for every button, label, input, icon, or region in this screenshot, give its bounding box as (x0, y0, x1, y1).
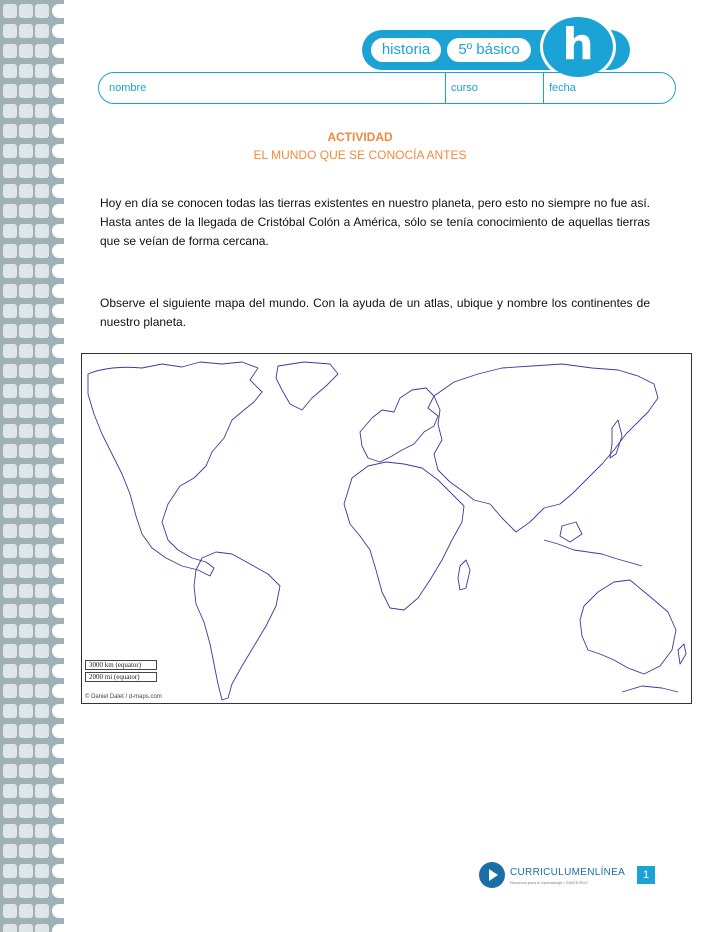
strip-tile (3, 444, 17, 458)
strip-tile (19, 844, 33, 858)
strip-tile (3, 44, 17, 58)
strip-tile (35, 524, 49, 538)
strip-tile (19, 564, 33, 578)
strip-tile (3, 344, 17, 358)
strip-tile (19, 724, 33, 738)
strip-tile (19, 364, 33, 378)
strip-tile (19, 44, 33, 58)
strip-tile (35, 284, 49, 298)
strip-tile (3, 704, 17, 718)
strip-notch (52, 164, 64, 178)
strip-notch (52, 464, 64, 478)
strip-tile (19, 24, 33, 38)
madagascar-outline (458, 560, 470, 590)
strip-tile (19, 544, 33, 558)
strip-tile (3, 884, 17, 898)
strip-tile (35, 184, 49, 198)
strip-tile (35, 64, 49, 78)
strip-notch (52, 24, 64, 38)
strip-tile (3, 824, 17, 838)
strip-tile (35, 424, 49, 438)
strip-notch (52, 784, 64, 798)
activity-title: EL MUNDO QUE SE CONOCÍA ANTES (253, 148, 467, 162)
strip-tile (19, 924, 33, 932)
play-arrow-icon (479, 862, 505, 888)
strip-notch (52, 304, 64, 318)
divider (543, 73, 544, 103)
strip-tile (3, 284, 17, 298)
strip-tile (35, 844, 49, 858)
strip-tile (3, 384, 17, 398)
strip-tile (3, 224, 17, 238)
strip-tile (19, 424, 33, 438)
strip-tile (3, 764, 17, 778)
strip-tile (19, 444, 33, 458)
strip-tile (35, 504, 49, 518)
strip-tile (19, 864, 33, 878)
africa-outline (344, 462, 464, 610)
borneo-outline (560, 522, 582, 542)
strip-notch (52, 224, 64, 238)
strip-notch (52, 544, 64, 558)
strip-tile (3, 64, 17, 78)
strip-tile (35, 684, 49, 698)
grade-tag: 5º básico (447, 38, 531, 62)
student-info-row (98, 72, 676, 104)
north-america-outline (88, 362, 262, 576)
course-label: curso (451, 82, 478, 94)
strip-tile (3, 24, 17, 38)
strip-tile (19, 784, 33, 798)
strip-tile (19, 504, 33, 518)
strip-tile (19, 684, 33, 698)
strip-tile (35, 444, 49, 458)
europe-outline (360, 388, 438, 462)
strip-notch (52, 84, 64, 98)
new-zealand-outline (678, 644, 686, 664)
strip-tile (3, 104, 17, 118)
world-map (81, 353, 692, 704)
strip-notch (52, 244, 64, 258)
strip-tile (19, 584, 33, 598)
strip-tile (35, 744, 49, 758)
strip-tile (19, 324, 33, 338)
strip-tile (3, 524, 17, 538)
strip-tile (3, 304, 17, 318)
strip-tile (3, 664, 17, 678)
instruction-paragraph: Observe el siguiente mapa del mundo. Con la ayuda de un atlas, ubique y nombre los continentes de nuestro planeta. (100, 296, 650, 329)
strip-notch (52, 44, 64, 58)
strip-tile (35, 884, 49, 898)
strip-notch (52, 704, 64, 718)
strip-tile (19, 104, 33, 118)
strip-tile (3, 604, 17, 618)
strip-tile (35, 924, 49, 932)
scale-km: 3000 km (equator) (85, 660, 157, 670)
strip-tile (35, 584, 49, 598)
strip-tile (19, 244, 33, 258)
strip-tile (3, 484, 17, 498)
strip-notch (52, 284, 64, 298)
strip-tile (19, 644, 33, 658)
strip-tile (3, 84, 17, 98)
strip-notch (52, 404, 64, 418)
strip-tile (3, 584, 17, 598)
strip-notch (52, 844, 64, 858)
strip-tile (35, 304, 49, 318)
strip-notch (52, 604, 64, 618)
strip-tile (3, 204, 17, 218)
strip-tile (35, 824, 49, 838)
strip-tile (35, 384, 49, 398)
strip-notch (52, 824, 64, 838)
strip-tile (19, 464, 33, 478)
world-outline-map (82, 354, 691, 703)
subject-tag: historia (371, 38, 441, 62)
strip-tile (3, 564, 17, 578)
indonesia-outline (544, 540, 642, 566)
strip-tile (3, 364, 17, 378)
strip-tile (35, 84, 49, 98)
strip-tile (3, 544, 17, 558)
strip-tile (35, 644, 49, 658)
strip-tile (19, 704, 33, 718)
strip-notch (52, 724, 64, 738)
strip-tile (19, 484, 33, 498)
asia-outline (434, 364, 658, 532)
strip-tile (35, 204, 49, 218)
strip-tile (35, 164, 49, 178)
strip-tile (3, 324, 17, 338)
strip-tile (3, 264, 17, 278)
antarctica-outline (622, 686, 678, 692)
strip-tile (19, 204, 33, 218)
strip-tile (35, 464, 49, 478)
strip-notch (52, 624, 64, 638)
strip-tile (3, 844, 17, 858)
strip-tile (3, 724, 17, 738)
strip-tile (19, 404, 33, 418)
name-label: nombre (109, 82, 147, 94)
strip-tile (19, 304, 33, 318)
strip-tile (19, 604, 33, 618)
intro-paragraph: Hoy en día se conocen todas las tierras existentes en nuestro planeta, pero esto no siempre no fue así. Hasta antes de la llegada de Cristóbal Colón a América, sólo se tenía conocimiento de aquellas tierras que se veían de forma cercana. (100, 196, 650, 248)
strip-tile (3, 4, 17, 18)
strip-tile (19, 84, 33, 98)
subject-logo: h (540, 14, 616, 80)
strip-tile (19, 624, 33, 638)
strip-tile (35, 404, 49, 418)
strip-notch (52, 924, 64, 932)
strip-tile (3, 684, 17, 698)
strip-tile (3, 404, 17, 418)
strip-tile (19, 224, 33, 238)
strip-tile (35, 244, 49, 258)
strip-notch (52, 644, 64, 658)
strip-notch (52, 4, 64, 18)
strip-tile (35, 804, 49, 818)
strip-tile (35, 604, 49, 618)
strip-tile (35, 864, 49, 878)
map-scale (85, 660, 157, 684)
strip-notch (52, 444, 64, 458)
strip-tile (3, 504, 17, 518)
strip-notch (52, 904, 64, 918)
strip-tile (35, 364, 49, 378)
strip-tile (3, 244, 17, 258)
strip-tile (19, 764, 33, 778)
strip-tile (3, 804, 17, 818)
strip-notch (52, 524, 64, 538)
strip-tile (19, 264, 33, 278)
strip-tile (35, 564, 49, 578)
strip-tile (19, 4, 33, 18)
strip-tile (35, 704, 49, 718)
strip-notch (52, 684, 64, 698)
strip-tile (35, 544, 49, 558)
strip-notch (52, 664, 64, 678)
activity-label: ACTIVIDAD (327, 130, 393, 144)
strip-notch (52, 424, 64, 438)
divider (445, 73, 446, 103)
strip-tile (3, 904, 17, 918)
strip-tile (3, 184, 17, 198)
strip-notch (52, 804, 64, 818)
strip-notch (52, 744, 64, 758)
strip-notch (52, 884, 64, 898)
strip-tile (19, 184, 33, 198)
strip-tile (19, 284, 33, 298)
strip-tile (35, 324, 49, 338)
strip-tile (35, 624, 49, 638)
strip-tile (19, 884, 33, 898)
strip-notch (52, 104, 64, 118)
strip-notch (52, 504, 64, 518)
strip-tile (19, 344, 33, 358)
page-number: 1 (637, 866, 655, 884)
strip-tile (19, 804, 33, 818)
strip-notch (52, 864, 64, 878)
strip-tile (3, 864, 17, 878)
brand-tagline: Recursos para el Aprendizaje • SIMCE/RUC (510, 880, 589, 885)
strip-tile (35, 484, 49, 498)
strip-tile (19, 384, 33, 398)
strip-tile (35, 4, 49, 18)
strip-tile (35, 664, 49, 678)
strip-notch (52, 184, 64, 198)
strip-tile (35, 724, 49, 738)
map-credit: © Daniel Dalet / d-maps.com (85, 694, 162, 700)
strip-tile (19, 824, 33, 838)
strip-tile (35, 764, 49, 778)
australia-outline (580, 580, 676, 674)
strip-tile (3, 644, 17, 658)
strip-tile (19, 164, 33, 178)
strip-tile (35, 904, 49, 918)
strip-notch (52, 264, 64, 278)
strip-tile (3, 164, 17, 178)
strip-notch (52, 484, 64, 498)
strip-tile (35, 344, 49, 358)
strip-tile (35, 44, 49, 58)
strip-tile (35, 784, 49, 798)
brand-name: CURRICULUMENLÍNEA (510, 867, 626, 878)
strip-tile (3, 784, 17, 798)
strip-tile (35, 24, 49, 38)
strip-tile (19, 64, 33, 78)
strip-tile (35, 264, 49, 278)
strip-notch (52, 324, 64, 338)
strip-notch (52, 564, 64, 578)
strip-tile (3, 744, 17, 758)
greenland-outline (276, 362, 338, 410)
strip-tile (19, 664, 33, 678)
strip-tile (35, 104, 49, 118)
strip-notch (52, 204, 64, 218)
strip-tile (19, 744, 33, 758)
strip-tile (3, 624, 17, 638)
strip-tile (19, 524, 33, 538)
date-label: fecha (549, 82, 576, 94)
strip-notch (52, 764, 64, 778)
strip-tile (3, 464, 17, 478)
strip-tile (3, 924, 17, 932)
strip-notch (52, 64, 64, 78)
strip-tile (19, 904, 33, 918)
strip-notch (52, 584, 64, 598)
strip-notch (52, 384, 64, 398)
scale-mi: 2000 mi (equator) (85, 672, 157, 682)
strip-notch (52, 344, 64, 358)
strip-tile (3, 424, 17, 438)
strip-tile (35, 224, 49, 238)
strip-notch (52, 364, 64, 378)
